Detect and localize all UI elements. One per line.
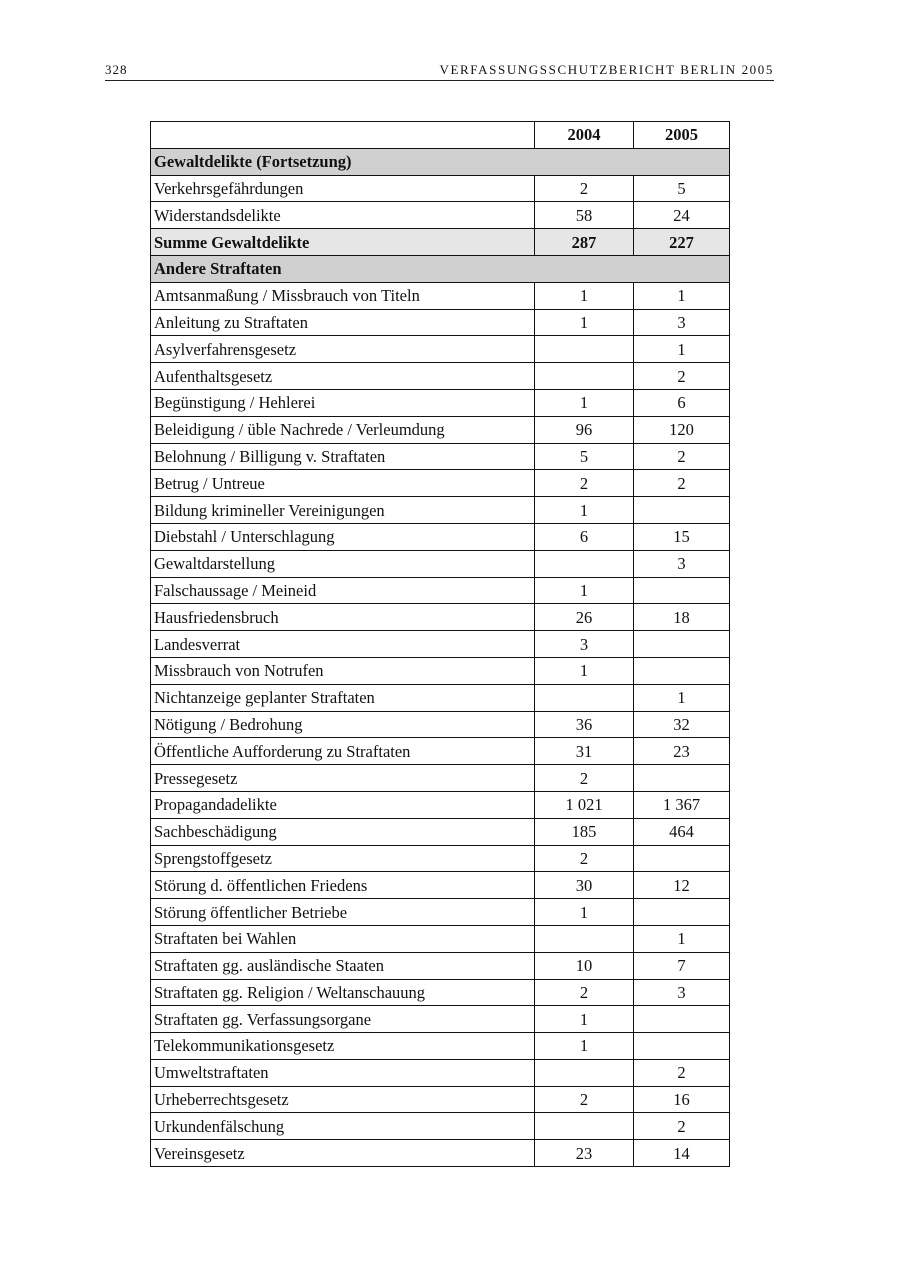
- row-label: Asylverfahrensgesetz: [151, 336, 535, 363]
- table-row: [151, 765, 730, 792]
- value-2004: 31: [535, 738, 634, 765]
- row-label: Straftaten bei Wahlen: [151, 925, 535, 952]
- value-2004: [535, 1113, 634, 1140]
- section-title: Andere Straftaten: [151, 255, 730, 282]
- value-2005: 2: [634, 1059, 730, 1086]
- value-2004: [535, 925, 634, 952]
- value-2004: 1 021: [535, 791, 634, 818]
- table-row: [151, 202, 730, 229]
- sum-value-2005: 227: [634, 229, 730, 256]
- value-2005: 14: [634, 1140, 730, 1167]
- value-2004: 5: [535, 443, 634, 470]
- value-2005: 2: [634, 1113, 730, 1140]
- table-row: [151, 872, 730, 899]
- value-2005: 5: [634, 175, 730, 202]
- table-row: [151, 309, 730, 336]
- value-2005: [634, 497, 730, 524]
- value-2005: 2: [634, 443, 730, 470]
- value-2005: 6: [634, 389, 730, 416]
- row-label: Straftaten gg. Verfassungsorgane: [151, 1006, 535, 1033]
- table-row: [151, 1006, 730, 1033]
- sum-value-2004: 287: [535, 229, 634, 256]
- value-2005: 16: [634, 1086, 730, 1113]
- table-row: [151, 389, 730, 416]
- value-2005: 1 367: [634, 791, 730, 818]
- table-row: [151, 952, 730, 979]
- row-label: Verkehrsgefährdungen: [151, 175, 535, 202]
- row-label: Öffentliche Aufforderung zu Straftaten: [151, 738, 535, 765]
- sum-label: Summe Gewaltdelikte: [151, 229, 535, 256]
- row-label: Urkundenfälschung: [151, 1113, 535, 1140]
- row-label: Nötigung / Bedrohung: [151, 711, 535, 738]
- table-row: [151, 336, 730, 363]
- table-row: [151, 1113, 730, 1140]
- table-row: [151, 1086, 730, 1113]
- table-row: [151, 845, 730, 872]
- value-2005: [634, 1006, 730, 1033]
- table-row: [151, 470, 730, 497]
- value-2004: 26: [535, 604, 634, 631]
- value-2005: [634, 845, 730, 872]
- row-label: Widerstandsdelikte: [151, 202, 535, 229]
- running-title: VERFASSUNGSSCHUTZBERICHT BERLIN 2005: [439, 62, 774, 77]
- value-2005: 3: [634, 550, 730, 577]
- row-label: Betrug / Untreue: [151, 470, 535, 497]
- value-2004: 185: [535, 818, 634, 845]
- header-year-2004: 2004: [535, 122, 634, 149]
- table-row: [151, 899, 730, 926]
- row-label: Straftaten gg. ausländische Staaten: [151, 952, 535, 979]
- value-2004: 1: [535, 577, 634, 604]
- table-row: [151, 1140, 730, 1167]
- row-label: Belohnung / Billigung v. Straftaten: [151, 443, 535, 470]
- header-label-cell: [151, 122, 535, 149]
- value-2004: 10: [535, 952, 634, 979]
- value-2004: 2: [535, 845, 634, 872]
- table-row: [151, 416, 730, 443]
- value-2004: 58: [535, 202, 634, 229]
- value-2004: 1: [535, 1006, 634, 1033]
- row-label: Störung d. öffentlichen Friedens: [151, 872, 535, 899]
- value-2004: 1: [535, 497, 634, 524]
- value-2005: 3: [634, 979, 730, 1006]
- row-label: Beleidigung / üble Nachrede / Verleumdung: [151, 416, 535, 443]
- page-number: 328: [105, 62, 128, 77]
- value-2004: 6: [535, 523, 634, 550]
- table-row: [151, 631, 730, 658]
- table-row: [151, 657, 730, 684]
- table-row: [151, 925, 730, 952]
- table-row: [151, 604, 730, 631]
- row-label: Diebstahl / Unterschlagung: [151, 523, 535, 550]
- value-2004: [535, 363, 634, 390]
- value-2004: 2: [535, 1086, 634, 1113]
- value-2004: 2: [535, 765, 634, 792]
- sum-row-gewaltdelikte: [151, 229, 730, 256]
- value-2004: 2: [535, 470, 634, 497]
- value-2005: 15: [634, 523, 730, 550]
- value-2004: 3: [535, 631, 634, 658]
- row-label: Störung öffentlicher Betriebe: [151, 899, 535, 926]
- row-label: Falschaussage / Meineid: [151, 577, 535, 604]
- value-2005: 12: [634, 872, 730, 899]
- row-label: Hausfriedensbruch: [151, 604, 535, 631]
- value-2005: 1: [634, 282, 730, 309]
- header-year-2005: 2005: [634, 122, 730, 149]
- value-2005: [634, 631, 730, 658]
- value-2005: [634, 577, 730, 604]
- value-2005: 18: [634, 604, 730, 631]
- table-row: [151, 818, 730, 845]
- value-2004: [535, 1059, 634, 1086]
- value-2004: 96: [535, 416, 634, 443]
- row-label: Amtsanmaßung / Missbrauch von Titeln: [151, 282, 535, 309]
- row-label: Vereinsgesetz: [151, 1140, 535, 1167]
- value-2004: 36: [535, 711, 634, 738]
- row-label: Sachbeschädigung: [151, 818, 535, 845]
- value-2005: 2: [634, 363, 730, 390]
- value-2004: 1: [535, 389, 634, 416]
- table-row: [151, 523, 730, 550]
- table-header-row: [151, 122, 730, 149]
- section-row-gewaltdelikte: [151, 148, 730, 175]
- table-row: [151, 979, 730, 1006]
- value-2005: 23: [634, 738, 730, 765]
- table-body: [151, 148, 730, 1166]
- table-row: [151, 363, 730, 390]
- value-2004: [535, 550, 634, 577]
- value-2004: 1: [535, 309, 634, 336]
- value-2005: 3: [634, 309, 730, 336]
- value-2004: 30: [535, 872, 634, 899]
- value-2005: [634, 765, 730, 792]
- value-2004: 2: [535, 979, 634, 1006]
- table-row: [151, 282, 730, 309]
- value-2005: 32: [634, 711, 730, 738]
- value-2004: [535, 336, 634, 363]
- table-row: [151, 791, 730, 818]
- value-2004: 1: [535, 282, 634, 309]
- row-label: Bildung krimineller Vereinigungen: [151, 497, 535, 524]
- table-row: [151, 1059, 730, 1086]
- value-2005: 7: [634, 952, 730, 979]
- value-2005: [634, 1033, 730, 1060]
- value-2004: 1: [535, 1033, 634, 1060]
- value-2005: 1: [634, 336, 730, 363]
- row-label: Gewaltdarstellung: [151, 550, 535, 577]
- value-2004: [535, 684, 634, 711]
- row-label: Pressegesetz: [151, 765, 535, 792]
- table-row: [151, 550, 730, 577]
- value-2005: 1: [634, 684, 730, 711]
- table-row: [151, 497, 730, 524]
- row-label: Nichtanzeige geplanter Straftaten: [151, 684, 535, 711]
- section-title: Gewaltdelikte (Fortsetzung): [151, 148, 730, 175]
- table-row: [151, 443, 730, 470]
- value-2005: 1: [634, 925, 730, 952]
- value-2004: 2: [535, 175, 634, 202]
- row-label: Sprengstoffgesetz: [151, 845, 535, 872]
- value-2005: 24: [634, 202, 730, 229]
- row-label: Propagandadelikte: [151, 791, 535, 818]
- row-label: Missbrauch von Notrufen: [151, 657, 535, 684]
- value-2004: 1: [535, 899, 634, 926]
- statistics-table: [150, 121, 730, 1167]
- page-header: [105, 58, 774, 81]
- row-label: Straftaten gg. Religion / Weltanschauung: [151, 979, 535, 1006]
- table-row: [151, 175, 730, 202]
- table-row: [151, 684, 730, 711]
- section-row-andere-straftaten: [151, 255, 730, 282]
- value-2004: 23: [535, 1140, 634, 1167]
- value-2005: 464: [634, 818, 730, 845]
- row-label: Aufenthaltsgesetz: [151, 363, 535, 390]
- row-label: Anleitung zu Straftaten: [151, 309, 535, 336]
- table-row: [151, 577, 730, 604]
- value-2005: [634, 899, 730, 926]
- value-2004: 1: [535, 657, 634, 684]
- table-row: [151, 738, 730, 765]
- row-label: Telekommunikationsgesetz: [151, 1033, 535, 1060]
- table-row: [151, 1033, 730, 1060]
- row-label: Landesverrat: [151, 631, 535, 658]
- table-row: [151, 711, 730, 738]
- row-label: Begünstigung / Hehlerei: [151, 389, 535, 416]
- row-label: Umweltstraftaten: [151, 1059, 535, 1086]
- value-2005: [634, 657, 730, 684]
- row-label: Urheberrechtsgesetz: [151, 1086, 535, 1113]
- value-2005: 120: [634, 416, 730, 443]
- value-2005: 2: [634, 470, 730, 497]
